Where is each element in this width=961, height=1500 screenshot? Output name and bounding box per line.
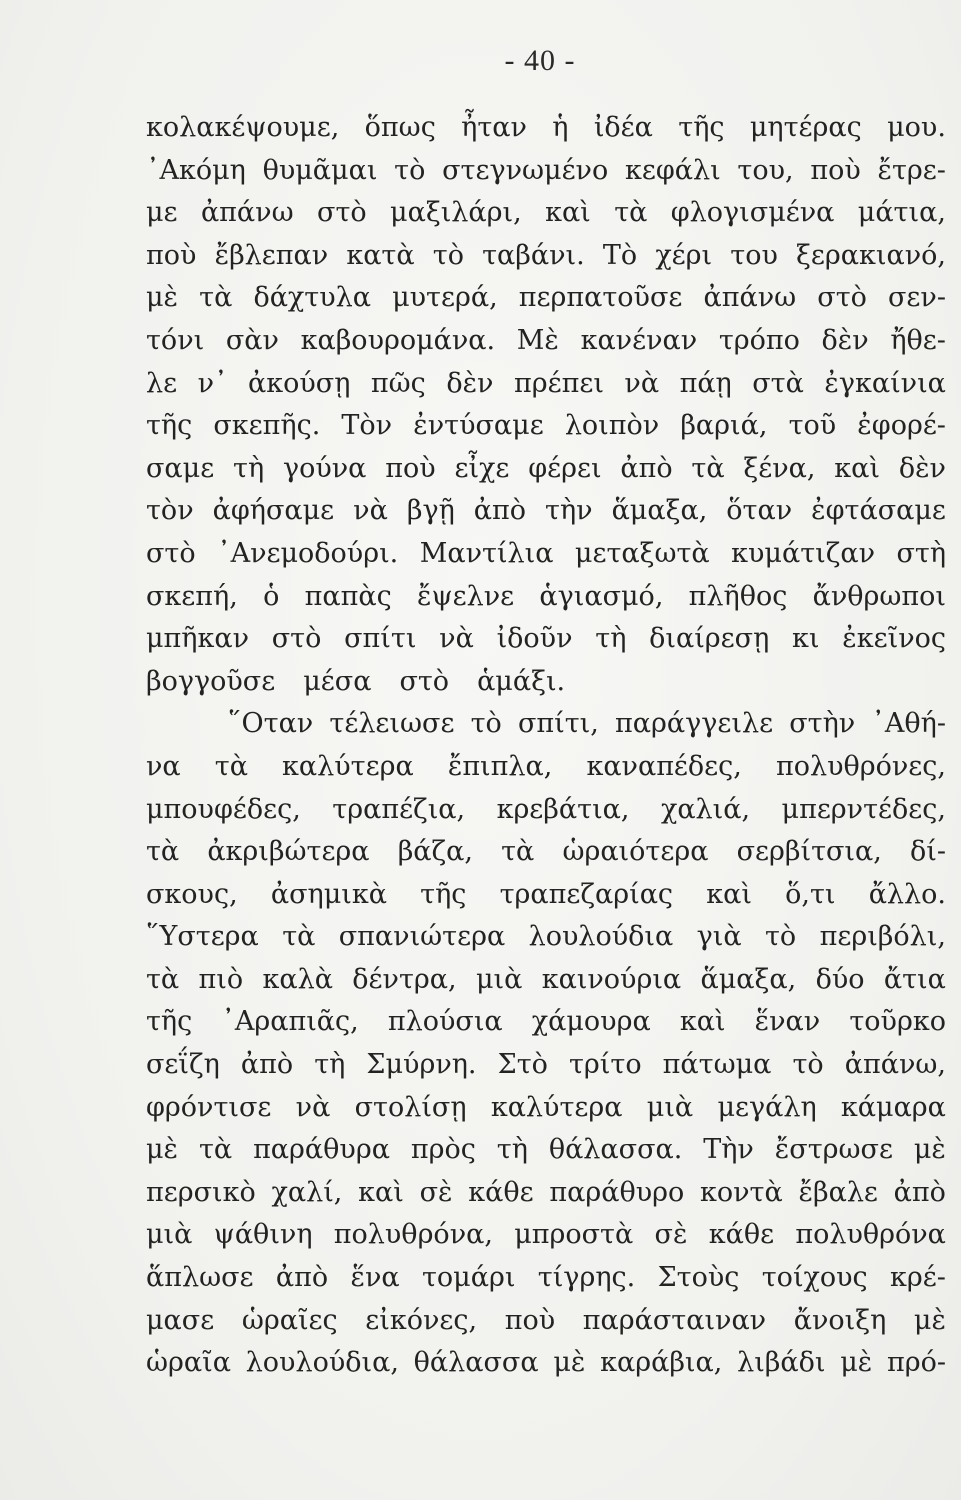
text-line (146, 916, 946, 959)
word: τῆς (678, 112, 725, 143)
word: καινούρια (541, 963, 682, 995)
word: ἀκριβώτερα (207, 836, 370, 868)
word: ἡ (552, 112, 569, 143)
text-line (146, 150, 946, 193)
word: ἔβαλε (798, 1176, 878, 1208)
text-line (146, 874, 946, 917)
word: παράγγειλε (615, 708, 774, 740)
word: ὅπως (364, 112, 436, 143)
word: λουλούδια (528, 921, 674, 953)
word: ἅμαξα, (611, 495, 708, 527)
text-line (146, 533, 946, 576)
word: Τὸ (602, 239, 638, 271)
word: καὶ (834, 452, 880, 484)
word: λε (146, 367, 178, 399)
text-line (146, 1001, 946, 1044)
word: τοίχους (761, 1262, 868, 1294)
word: δὲν (821, 324, 869, 356)
word: ἐφορέ- (857, 410, 946, 442)
text-line (146, 277, 946, 320)
word: ἔβλεπαν (214, 239, 329, 271)
word: νὰ (439, 623, 474, 655)
text-line (146, 363, 946, 406)
word: ξένα, (743, 452, 816, 484)
word: χέρι (655, 239, 713, 271)
word: σὲ (419, 1176, 453, 1208)
word: κάμαρα (840, 1091, 946, 1123)
word: τῆς (420, 878, 467, 910)
word: ν᾿ (197, 367, 228, 399)
word: μου. (887, 112, 946, 143)
word: στὴ (896, 537, 946, 569)
word: μιὰ (146, 1219, 193, 1251)
word: σαμε (146, 452, 215, 484)
word: σπίτι, (517, 708, 599, 740)
word: Τὴν (703, 1134, 754, 1166)
word: του (730, 239, 778, 271)
word: ξερακιανό, (796, 239, 946, 271)
word: ὁ (263, 580, 280, 612)
word: τὴ (595, 623, 627, 655)
word: καράβια, (600, 1347, 723, 1379)
word: ῞Οταν (228, 708, 314, 740)
word: ἰδοῦν (496, 623, 573, 655)
word: ἔστρωσε (774, 1134, 893, 1166)
word: ψάθινη (213, 1219, 313, 1251)
text-line (146, 789, 946, 832)
word: ἅπλωσε (146, 1262, 254, 1294)
word: τὴ (233, 452, 265, 484)
word: μὲ (913, 1304, 946, 1336)
word: τέλειωσε (329, 708, 455, 740)
word: τὰ (146, 963, 180, 995)
text-line (146, 1172, 946, 1215)
word: θάλασσα (413, 1347, 539, 1379)
word: μιὰ (646, 1091, 694, 1123)
word: νὰ (353, 495, 388, 527)
word: τὸ (470, 708, 502, 740)
word: σκεπή, (146, 580, 238, 612)
word: διαίρεσῃ (649, 623, 770, 655)
word: καὶ (706, 878, 752, 910)
word: ἀπὸ (275, 1262, 329, 1294)
word: τὰ (614, 197, 648, 229)
word: δὲν (446, 367, 494, 399)
word: νὰ (295, 1091, 331, 1123)
word: ἀπάνω (703, 282, 797, 314)
word: στὸ (317, 197, 367, 229)
word: κολακέψουμε, (146, 112, 340, 143)
word: ὡραῖες (241, 1304, 338, 1336)
word: κατὰ (346, 239, 415, 271)
word: τὰ (199, 282, 233, 314)
word: ὅταν (726, 495, 793, 527)
word: τοῦ (788, 410, 837, 442)
word: παράθυρα (253, 1134, 390, 1166)
word: Τὸν (341, 410, 393, 442)
word: ποὺ (146, 239, 197, 271)
word: ἐντύσαμε (413, 410, 544, 442)
word: μέσα (303, 665, 372, 697)
word: ἅμαξα, (700, 963, 797, 995)
word: μάτια, (857, 197, 946, 229)
word: ἐφτάσαμε (811, 495, 946, 527)
word: Μαντίλια (419, 537, 554, 569)
word: τὴν (545, 495, 593, 527)
text-line (146, 192, 946, 235)
word: κάθε (708, 1219, 775, 1251)
word: τομάρι (421, 1262, 516, 1294)
word: ἔτρε- (877, 154, 946, 186)
word: τῆς (146, 410, 193, 442)
word: ᾿Αραπιᾶς, (221, 1006, 359, 1038)
word: σὰν (225, 324, 279, 356)
word: καλύτερα (282, 750, 414, 782)
word: καλὰ (262, 963, 333, 995)
word: κεφάλι (624, 154, 721, 186)
word: στὸ (399, 665, 450, 697)
text-line (146, 576, 946, 619)
word: ῞Υστερα (146, 921, 259, 953)
word: Στὸ (497, 1049, 548, 1081)
word: φρόντισε (146, 1091, 272, 1123)
word: χάμουρα (531, 1006, 651, 1038)
word: βάζα, (397, 836, 473, 868)
word: δέντρα, (352, 963, 457, 995)
word: μπροστὰ (514, 1219, 634, 1251)
word: ἕνα (350, 1262, 400, 1294)
word: τρόπο (718, 324, 800, 356)
word: δύο (815, 963, 865, 995)
word: μὲ (146, 1134, 179, 1166)
text-line (146, 448, 946, 491)
word: τίγρης. (537, 1262, 636, 1294)
word: τραπεζαρίας (499, 878, 674, 910)
word: γούνα (282, 452, 367, 484)
text-line (146, 746, 946, 789)
word: σκεπῆς. (213, 410, 321, 442)
word: μητέρας (749, 112, 862, 143)
word: ἦταν (461, 112, 527, 143)
word: τὰ (501, 836, 535, 868)
word: φλογισμένα (670, 197, 835, 229)
word: ᾿Ακόμη (146, 154, 246, 186)
word: καβουρομάνα. (300, 324, 496, 356)
text-line (146, 1087, 946, 1130)
word: παράθυρο (549, 1176, 685, 1208)
word: σπανιώτερα (338, 921, 506, 953)
word: περπατοῦσε (518, 282, 683, 314)
word: μὲ (553, 1347, 586, 1379)
word: τὰ (282, 921, 316, 953)
word: ἐκεῖνος (842, 623, 946, 655)
word: ὅ,τι (785, 878, 836, 910)
word: ἕναν (754, 1006, 821, 1038)
word: εἰκόνες, (365, 1304, 478, 1336)
word: πρό- (886, 1347, 946, 1379)
word: καναπέδες, (586, 750, 742, 782)
word: πιὸ (198, 963, 244, 995)
word: λιβάδι (737, 1347, 826, 1379)
text-line (146, 1129, 946, 1172)
word: κρέ- (890, 1262, 946, 1294)
word: ποὺ (810, 154, 861, 186)
word: σεΐζη (146, 1049, 220, 1081)
word: τὴ (496, 1134, 528, 1166)
word: δί- (909, 836, 946, 868)
word: σπίτι (344, 623, 417, 655)
word: τὸ (765, 921, 797, 953)
page-number: - 40 - (504, 44, 576, 77)
word: καὶ (358, 1176, 404, 1208)
text-line (146, 405, 946, 448)
word: πῶς (370, 367, 426, 399)
word: χαλί, (271, 1176, 343, 1208)
word: πρέπει (513, 367, 604, 399)
text-line (146, 618, 946, 661)
word: τοῦρκο (849, 1006, 946, 1038)
word: μὲ (840, 1347, 873, 1379)
text-line (146, 320, 946, 363)
text-line (146, 1214, 946, 1257)
word: ταβάνι. (482, 239, 585, 271)
text-line (146, 959, 946, 1002)
text-line (146, 703, 946, 746)
word: ποὺ (504, 1304, 556, 1336)
word: τόνι (146, 324, 205, 356)
word: ἀπὸ (620, 452, 673, 484)
word: ᾿Ανεμοδούρι. (217, 537, 399, 569)
word: τὰ (691, 452, 725, 484)
word: μπῆκαν (146, 623, 249, 655)
word: περιβόλι, (819, 921, 946, 953)
word: ἔπιπλα, (447, 750, 553, 782)
word: στὰ (752, 367, 804, 399)
word: ἁγιασμό, (539, 580, 664, 612)
word: μασε (146, 1304, 215, 1336)
word: τὴ (314, 1049, 346, 1081)
word: στὸ (146, 537, 196, 569)
word: παράσταιναν (582, 1304, 767, 1336)
word: σὲ (654, 1219, 688, 1251)
word: μὲ (913, 1134, 946, 1166)
word: πλούσια (387, 1006, 503, 1038)
word: ἤθε- (890, 324, 946, 356)
word: λουλούδια, (245, 1347, 399, 1379)
word: με (146, 197, 178, 229)
word: ἄτια (883, 963, 946, 995)
word: εἶχε (454, 452, 510, 484)
word: στὴν (789, 708, 856, 740)
word: κανέναν (580, 324, 698, 356)
body-text (146, 107, 946, 1385)
word: θάλασσα. (548, 1134, 683, 1166)
word: κυμάτιζαν (731, 537, 875, 569)
word: ποὺ (385, 452, 436, 484)
word: ἁμάξι. (477, 665, 566, 697)
word: βογγοῦσε (146, 665, 276, 697)
word: στὸ (271, 623, 322, 655)
text-line (146, 490, 946, 533)
word: ᾿Αθή- (871, 708, 946, 740)
word: ἀπάνω (200, 197, 294, 229)
word: Μὲ (516, 324, 559, 356)
text-line (146, 107, 946, 150)
word: ἄνοιξη (793, 1304, 887, 1336)
word: μεγάλη (717, 1091, 817, 1123)
word: στὸ (817, 282, 867, 314)
word: νὰ (624, 367, 660, 399)
word: ἰδέα (593, 112, 653, 143)
word: πρὸς (410, 1134, 476, 1166)
word: μυτερά, (392, 282, 498, 314)
word: λοιπὸν (564, 410, 660, 442)
word: πολυθρόνες, (775, 750, 946, 782)
word: του, (737, 154, 794, 186)
word: στολίσῃ (354, 1091, 467, 1123)
word: βγῇ (406, 495, 455, 527)
word: τραπέζια, (332, 793, 466, 825)
word: κάθε (468, 1176, 534, 1208)
word: σκους, (146, 878, 238, 910)
word: ὡραιότερα (562, 836, 709, 868)
word: τὰ (198, 1134, 233, 1166)
text-line (146, 1044, 946, 1087)
word: βαριά, (680, 410, 768, 442)
word: ἀσημικὰ (270, 878, 387, 910)
word: στεγνωμένο (442, 154, 609, 186)
word: πολυθρόνα, (333, 1219, 493, 1251)
word: μπουφέδες, (146, 793, 301, 825)
word: ἀπὸ (473, 495, 527, 527)
word: δάχτυλα (253, 282, 371, 314)
word: φέρει (528, 452, 602, 484)
word: τὰ (214, 750, 248, 782)
word: Σμύρνη. (366, 1049, 477, 1081)
word: να (146, 750, 181, 782)
word: μὲ (146, 282, 179, 314)
text-line (146, 235, 946, 278)
word: ἔψελνε (416, 580, 515, 612)
word: ἄνθρωποι (812, 580, 946, 612)
word: μπερντέδες, (781, 793, 946, 825)
word: καὶ (545, 197, 591, 229)
text-line (146, 1257, 946, 1300)
word: θυμᾶμαι (262, 154, 378, 186)
word: ὡραῖα (146, 1347, 231, 1379)
word: ἀπὸ (893, 1176, 946, 1208)
word: πολυθρόνα (795, 1219, 946, 1251)
word: περσικὸ (146, 1176, 256, 1208)
text-line (146, 1300, 946, 1343)
word: κρεβάτια, (496, 793, 630, 825)
word: πάῃ (679, 367, 732, 399)
word: καλύτερα (490, 1091, 623, 1123)
word: τὸν (146, 495, 194, 527)
word: ἐγκαίνια (824, 367, 946, 399)
word: τὸ (792, 1049, 824, 1081)
word: Στοὺς (657, 1262, 740, 1294)
text-line (146, 831, 946, 874)
word: σεν- (888, 282, 946, 314)
word: τὸ (394, 154, 426, 186)
word: μαξιλάρι, (390, 197, 522, 229)
word: ἀφήσαμε (212, 495, 335, 527)
word: ἀπάνω, (844, 1049, 946, 1081)
word: τὸ (432, 239, 464, 271)
word: πλῆθος (688, 580, 788, 612)
word: σερβίτσια, (736, 836, 882, 868)
word: ἀκούσῃ (248, 367, 351, 399)
word: ἄλλο. (868, 878, 946, 910)
word: μιὰ (475, 963, 523, 995)
word: χαλιά, (660, 793, 751, 825)
word: τρίτο (568, 1049, 642, 1081)
word: γιὰ (696, 921, 742, 953)
word: ἀπὸ (240, 1049, 294, 1081)
word: μεταξωτὰ (574, 537, 710, 569)
word: παπὰς (304, 580, 392, 612)
word: τῆς (146, 1006, 193, 1038)
word: κι (792, 623, 820, 655)
word: πάτωμα (662, 1049, 772, 1081)
word: κοντὰ (700, 1176, 783, 1208)
word: δὲν (898, 452, 946, 484)
word: τὰ (146, 836, 180, 868)
text-line (146, 1342, 946, 1385)
text-line (146, 661, 946, 704)
word: καὶ (679, 1006, 726, 1038)
